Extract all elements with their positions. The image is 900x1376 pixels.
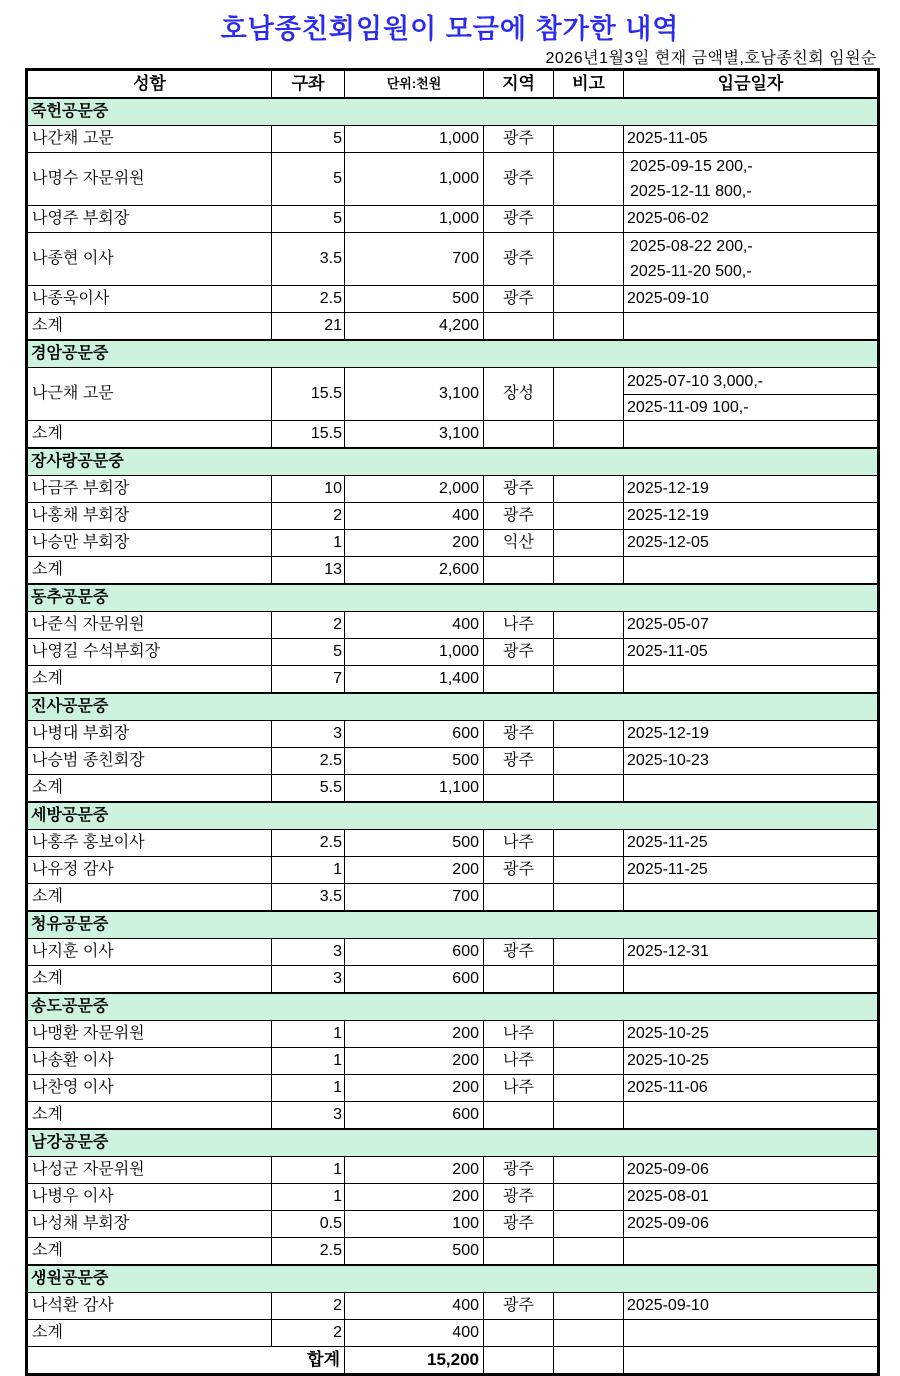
date-cell — [624, 233, 879, 286]
section-title: 송도공문중 — [27, 993, 879, 1021]
member-name-cell: 나근채 고문 — [27, 368, 272, 421]
total-row — [27, 1347, 879, 1375]
region-cell: 광주 — [484, 639, 554, 666]
section-header-row — [27, 1265, 879, 1293]
date-cell — [624, 153, 879, 206]
note-cell — [554, 557, 624, 585]
subtotal-accounts-cell: 3.5 — [272, 884, 345, 912]
region-cell — [484, 313, 554, 341]
section-title: 경암공문중 — [27, 340, 879, 368]
section-title: 죽헌공문중 — [27, 98, 879, 126]
subtotal-accounts-cell: 21 — [272, 313, 345, 341]
member-row — [27, 1075, 879, 1102]
amount-cell: 100 — [345, 1211, 484, 1238]
note-cell — [554, 286, 624, 313]
member-row — [27, 639, 879, 666]
table-header-row — [27, 70, 879, 99]
member-name-cell: 나맹환 자문위원 — [27, 1021, 272, 1048]
member-row — [27, 233, 879, 286]
subtotal-accounts-cell: 15.5 — [272, 421, 345, 449]
accounts-cell: 1 — [272, 1021, 345, 1048]
region-cell: 나주 — [484, 612, 554, 639]
accounts-cell: 1 — [272, 1048, 345, 1075]
region-cell — [484, 1320, 554, 1347]
accounts-cell: 0.5 — [272, 1211, 345, 1238]
amount-cell: 200 — [345, 1075, 484, 1102]
note-cell — [554, 313, 624, 341]
member-name-cell: 나찬영 이사 — [27, 1075, 272, 1102]
date-line: 2025-07-10 3,000,- — [624, 369, 877, 395]
member-row — [27, 530, 879, 557]
accounts-cell: 2 — [272, 503, 345, 530]
section-header-row — [27, 1129, 879, 1157]
note-cell — [554, 530, 624, 557]
accounts-cell: 5 — [272, 639, 345, 666]
subtotal-accounts-cell: 5.5 — [272, 775, 345, 803]
column-header-region: 지역 — [484, 70, 554, 99]
date-line: 2025-09-15 200,- — [630, 158, 753, 175]
date-cell — [624, 313, 879, 341]
region-cell — [484, 666, 554, 694]
member-row — [27, 612, 879, 639]
member-name-cell: 나승만 부회장 — [27, 530, 272, 557]
amount-cell: 500 — [345, 830, 484, 857]
subtotal-amount-cell: 1,400 — [345, 666, 484, 694]
column-header-name: 성함 — [27, 70, 272, 99]
region-cell: 광주 — [484, 286, 554, 313]
date-cell — [624, 884, 879, 912]
member-name-cell: 나성채 부회장 — [27, 1211, 272, 1238]
date-cell — [624, 421, 879, 449]
section-title: 세방공문중 — [27, 802, 879, 830]
note-cell — [554, 1157, 624, 1184]
date-cell: 2025-11-05 — [624, 639, 879, 666]
date-cell: 2025-09-10 — [624, 286, 879, 313]
section-title: 장사랑공문중 — [27, 448, 879, 476]
date-cell: 2025-10-25 — [624, 1021, 879, 1048]
member-name-cell: 나홍주 홍보이사 — [27, 830, 272, 857]
date-cell — [624, 1347, 879, 1375]
member-row — [27, 1211, 879, 1238]
subtotal-accounts-cell: 2.5 — [272, 1238, 345, 1266]
note-cell — [554, 1184, 624, 1211]
region-cell — [484, 966, 554, 994]
section-title: 남강공문중 — [27, 1129, 879, 1157]
amount-cell: 200 — [345, 1021, 484, 1048]
region-cell: 광주 — [484, 721, 554, 748]
subtotal-label-cell: 소계 — [27, 1102, 272, 1130]
date-cell: 2025-06-02 — [624, 206, 879, 233]
date-cell: 2025-11-25 — [624, 830, 879, 857]
amount-cell: 600 — [345, 721, 484, 748]
subtotal-amount-cell: 600 — [345, 1102, 484, 1130]
accounts-cell: 1 — [272, 1157, 345, 1184]
member-row — [27, 1293, 879, 1320]
member-name-cell: 나지훈 이사 — [27, 939, 272, 966]
date-cell — [624, 966, 879, 994]
member-name-cell: 나병우 이사 — [27, 1184, 272, 1211]
amount-cell: 3,100 — [345, 368, 484, 421]
section-header-row — [27, 911, 879, 939]
note-cell — [554, 503, 624, 530]
amount-cell: 2,000 — [345, 476, 484, 503]
section-header-row — [27, 693, 879, 721]
note-cell — [554, 1075, 624, 1102]
amount-cell: 500 — [345, 748, 484, 775]
member-row — [27, 1184, 879, 1211]
region-cell: 광주 — [484, 748, 554, 775]
page-subtitle: 2026년1월3일 현재 금액별,호남종친회 임원순 — [545, 50, 877, 67]
table-body — [27, 98, 879, 1375]
region-cell: 나주 — [484, 1075, 554, 1102]
region-cell: 광주 — [484, 503, 554, 530]
subtotal-accounts-cell: 3 — [272, 966, 345, 994]
section-header-row — [27, 584, 879, 612]
accounts-cell: 2.5 — [272, 748, 345, 775]
subtotal-accounts-cell: 3 — [272, 1102, 345, 1130]
member-row — [27, 721, 879, 748]
date-cell: 2025-09-06 — [624, 1211, 879, 1238]
subtotal-accounts-cell: 2 — [272, 1320, 345, 1347]
region-cell: 광주 — [484, 233, 554, 286]
date-cell — [624, 1238, 879, 1266]
accounts-cell: 5 — [272, 153, 345, 206]
member-name-cell: 나병대 부회장 — [27, 721, 272, 748]
accounts-cell: 1 — [272, 530, 345, 557]
date-line: 2025-11-20 500,- — [630, 263, 752, 280]
total-label-cell: 합계 — [27, 1347, 345, 1375]
subtotal-amount-cell: 400 — [345, 1320, 484, 1347]
note-cell — [554, 966, 624, 994]
member-row — [27, 476, 879, 503]
member-name-cell: 나금주 부회장 — [27, 476, 272, 503]
region-cell: 장성 — [484, 368, 554, 421]
accounts-cell: 3 — [272, 721, 345, 748]
region-cell: 광주 — [484, 206, 554, 233]
accounts-cell: 2.5 — [272, 830, 345, 857]
note-cell — [554, 666, 624, 694]
region-cell — [484, 1347, 554, 1375]
total-amount-cell: 15,200 — [345, 1347, 484, 1375]
member-name-cell: 나석환 감사 — [27, 1293, 272, 1320]
subtotal-amount-cell: 2,600 — [345, 557, 484, 585]
accounts-cell: 5 — [272, 206, 345, 233]
date-cell: 2025-12-05 — [624, 530, 879, 557]
note-cell — [554, 830, 624, 857]
region-cell: 광주 — [484, 1211, 554, 1238]
region-cell — [484, 1238, 554, 1266]
note-cell — [554, 1048, 624, 1075]
date-cell: 2025-12-31 — [624, 939, 879, 966]
accounts-cell: 3 — [272, 939, 345, 966]
subtotal-label-cell: 소계 — [27, 557, 272, 585]
amount-cell: 200 — [345, 530, 484, 557]
section-header-row — [27, 448, 879, 476]
member-name-cell: 나준식 자문위원 — [27, 612, 272, 639]
note-cell — [554, 126, 624, 153]
amount-cell: 1,000 — [345, 206, 484, 233]
member-row — [27, 503, 879, 530]
section-header-row — [27, 993, 879, 1021]
date-cell: 2025-12-19 — [624, 721, 879, 748]
date-cell — [624, 1320, 879, 1347]
column-header-accounts: 구좌 — [272, 70, 345, 99]
subtotal-row — [27, 966, 879, 994]
date-cell — [624, 666, 879, 694]
amount-cell: 200 — [345, 1184, 484, 1211]
subtotal-row — [27, 1320, 879, 1347]
amount-cell: 500 — [345, 286, 484, 313]
subtotal-amount-cell: 600 — [345, 966, 484, 994]
note-cell — [554, 421, 624, 449]
subtotal-label-cell: 소계 — [27, 421, 272, 449]
date-cell: 2025-11-05 — [624, 126, 879, 153]
accounts-cell: 3.5 — [272, 233, 345, 286]
amount-cell: 1,000 — [345, 126, 484, 153]
section-header-row — [27, 98, 879, 126]
accounts-cell: 1 — [272, 1184, 345, 1211]
subtotal-row — [27, 1238, 879, 1266]
amount-cell: 400 — [345, 612, 484, 639]
date-cell: 2025-10-23 — [624, 748, 879, 775]
member-row — [27, 206, 879, 233]
accounts-cell: 2.5 — [272, 286, 345, 313]
accounts-cell: 2 — [272, 1293, 345, 1320]
subtotal-label-cell: 소계 — [27, 666, 272, 694]
column-header-note: 비고 — [554, 70, 624, 99]
date-line: 2025-11-09 100,- — [627, 398, 749, 416]
subtotal-row — [27, 666, 879, 694]
date-cell: 2025-10-25 — [624, 1048, 879, 1075]
member-name-cell: 나승범 종친회장 — [27, 748, 272, 775]
member-name-cell: 나종욱이사 — [27, 286, 272, 313]
region-cell — [484, 421, 554, 449]
date-line: 2025-12-11 800,- — [630, 183, 752, 200]
date-cell: 2025-12-19 — [624, 476, 879, 503]
region-cell: 광주 — [484, 1157, 554, 1184]
member-row — [27, 1157, 879, 1184]
amount-cell: 1,000 — [345, 639, 484, 666]
subtotal-row — [27, 313, 879, 341]
region-cell — [484, 1102, 554, 1130]
page-title: 호남종친회임원이 모금에 참가한 내역 — [220, 14, 680, 44]
member-row — [27, 748, 879, 775]
date-cell: 2025-11-25 — [624, 857, 879, 884]
amount-cell: 200 — [345, 1048, 484, 1075]
amount-cell: 700 — [345, 233, 484, 286]
note-cell — [554, 1320, 624, 1347]
member-row — [27, 1021, 879, 1048]
date-cell: 2025-12-19 — [624, 503, 879, 530]
note-cell — [554, 206, 624, 233]
note-cell — [554, 748, 624, 775]
donation-table — [25, 68, 880, 1376]
note-cell — [554, 639, 624, 666]
member-name-cell: 나종현 이사 — [27, 233, 272, 286]
note-cell — [554, 1102, 624, 1130]
section-title: 청유공문중 — [27, 911, 879, 939]
accounts-cell: 2 — [272, 612, 345, 639]
member-name-cell: 나영길 수석부회장 — [27, 639, 272, 666]
amount-cell: 1,000 — [345, 153, 484, 206]
subtotal-label-cell: 소계 — [27, 884, 272, 912]
date-cell — [624, 557, 879, 585]
region-cell: 광주 — [484, 1184, 554, 1211]
subtotal-label-cell: 소계 — [27, 1238, 272, 1266]
subtotal-amount-cell: 500 — [345, 1238, 484, 1266]
note-cell — [554, 939, 624, 966]
accounts-cell: 5 — [272, 126, 345, 153]
accounts-cell: 10 — [272, 476, 345, 503]
member-row — [27, 153, 879, 206]
note-cell — [554, 1293, 624, 1320]
subtotal-label-cell: 소계 — [27, 775, 272, 803]
subtotal-row — [27, 1102, 879, 1130]
region-cell: 광주 — [484, 476, 554, 503]
amount-cell: 200 — [345, 1157, 484, 1184]
member-row — [27, 830, 879, 857]
accounts-cell: 1 — [272, 1075, 345, 1102]
note-cell — [554, 1021, 624, 1048]
subtotal-accounts-cell: 7 — [272, 666, 345, 694]
region-cell: 나주 — [484, 1048, 554, 1075]
accounts-cell: 1 — [272, 857, 345, 884]
date-cell — [624, 775, 879, 803]
note-cell — [554, 233, 624, 286]
region-cell: 나주 — [484, 1021, 554, 1048]
amount-cell: 400 — [345, 1293, 484, 1320]
subtotal-label-cell: 소계 — [27, 966, 272, 994]
region-cell: 익산 — [484, 530, 554, 557]
region-cell — [484, 884, 554, 912]
subtotal-label-cell: 소계 — [27, 313, 272, 341]
date-cell: 2025-09-06 — [624, 1157, 879, 1184]
member-name-cell: 나간채 고문 — [27, 126, 272, 153]
subtotal-row — [27, 775, 879, 803]
column-header-date: 입금일자 — [624, 70, 879, 99]
member-row — [27, 286, 879, 313]
accounts-cell: 15.5 — [272, 368, 345, 421]
date-cell — [624, 368, 879, 421]
region-cell: 나주 — [484, 830, 554, 857]
column-header-unit: 단위:천원 — [345, 70, 484, 99]
section-header-row — [27, 802, 879, 830]
date-cell: 2025-09-10 — [624, 1293, 879, 1320]
note-cell — [554, 775, 624, 803]
region-cell: 광주 — [484, 126, 554, 153]
section-title: 진사공문중 — [27, 693, 879, 721]
subtotal-amount-cell: 1,100 — [345, 775, 484, 803]
region-cell: 광주 — [484, 1293, 554, 1320]
note-cell — [554, 1211, 624, 1238]
section-header-row — [27, 340, 879, 368]
subtotal-row — [27, 557, 879, 585]
region-cell — [484, 557, 554, 585]
section-title: 생원공문중 — [27, 1265, 879, 1293]
date-cell — [624, 1102, 879, 1130]
member-row — [27, 126, 879, 153]
subtotal-row — [27, 421, 879, 449]
region-cell: 광주 — [484, 939, 554, 966]
region-cell: 광주 — [484, 153, 554, 206]
region-cell — [484, 775, 554, 803]
member-row — [27, 1048, 879, 1075]
subtotal-amount-cell: 3,100 — [345, 421, 484, 449]
date-line: 2025-08-22 200,- — [630, 238, 753, 255]
date-cell: 2025-08-01 — [624, 1184, 879, 1211]
subtotal-label-cell: 소계 — [27, 1320, 272, 1347]
section-title: 동추공문중 — [27, 584, 879, 612]
subtotal-row — [27, 884, 879, 912]
member-name-cell: 나명수 자문위원 — [27, 153, 272, 206]
member-name-cell: 나송환 이사 — [27, 1048, 272, 1075]
note-cell — [554, 721, 624, 748]
member-name-cell: 나유정 감사 — [27, 857, 272, 884]
subtotal-accounts-cell: 13 — [272, 557, 345, 585]
note-cell — [554, 1238, 624, 1266]
member-row — [27, 939, 879, 966]
member-row — [27, 857, 879, 884]
amount-cell: 400 — [345, 503, 484, 530]
member-row — [27, 368, 879, 421]
note-cell — [554, 1347, 624, 1375]
subtotal-amount-cell: 700 — [345, 884, 484, 912]
amount-cell: 600 — [345, 939, 484, 966]
note-cell — [554, 612, 624, 639]
member-name-cell: 나성군 자문위원 — [27, 1157, 272, 1184]
note-cell — [554, 884, 624, 912]
subtotal-amount-cell: 4,200 — [345, 313, 484, 341]
note-cell — [554, 368, 624, 421]
region-cell: 광주 — [484, 857, 554, 884]
amount-cell: 200 — [345, 857, 484, 884]
date-cell: 2025-05-07 — [624, 612, 879, 639]
note-cell — [554, 153, 624, 206]
member-name-cell: 나영주 부회장 — [27, 206, 272, 233]
note-cell — [554, 476, 624, 503]
note-cell — [554, 857, 624, 884]
date-cell: 2025-11-06 — [624, 1075, 879, 1102]
member-name-cell: 나홍채 부회장 — [27, 503, 272, 530]
